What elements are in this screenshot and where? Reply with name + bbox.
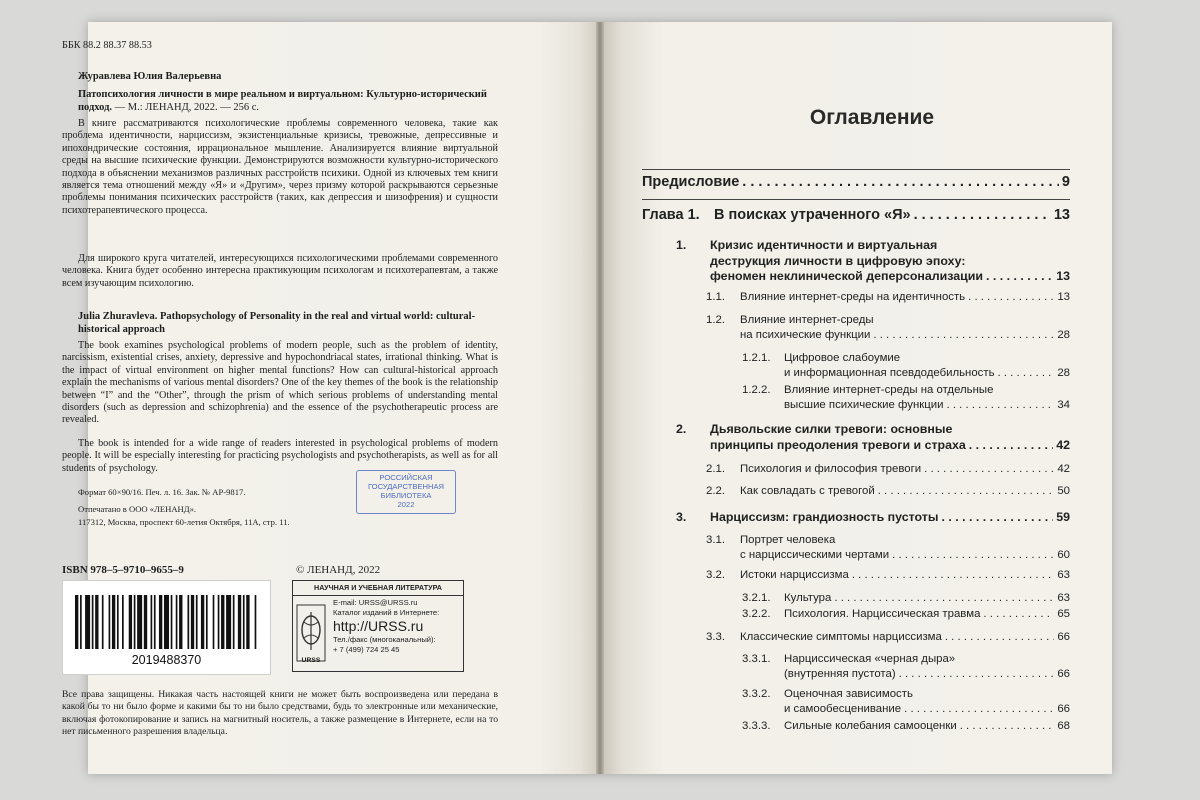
- toc-leader-dots: [873, 328, 1054, 343]
- printer-address: 117312, Москва, проспект 60-летия Октября, 11А, стр. 11.: [78, 517, 290, 527]
- isbn: ISBN 978–5–9710–9655–9: [62, 564, 184, 576]
- toc-entry: [676, 510, 1070, 526]
- toc-entry-title: на психические функции: [740, 329, 871, 342]
- toc-entry-title: Дьявольские силки тревоги: основные: [710, 422, 953, 436]
- publisher-header: НАУЧНАЯ И УЧЕБНАЯ ЛИТЕРАТУРА: [293, 581, 463, 596]
- toc-entry-number: 3.3.1.: [742, 653, 771, 665]
- toc-entry-number: Глава 1.: [642, 207, 700, 223]
- toc-leader-dots: [947, 398, 1055, 413]
- copyright: © ЛЕНАНД, 2022: [296, 564, 381, 576]
- printer-name: Отпечатано в ООО «ЛЕНАНД».: [78, 504, 197, 514]
- toc-entry-title: и самообесценивание: [784, 703, 902, 716]
- toc-entry-number: 1.2.: [706, 314, 725, 326]
- toc-page-number: 66: [1057, 703, 1070, 716]
- toc-entry-number: 3.3.: [706, 631, 725, 643]
- toc-entry-number: 2.: [676, 422, 687, 436]
- annotation-ru-audience: Для широкого круга читателей, интересующихся психологическими проблемами современного человека. Книга будет особенно интересна практикующим психологам и психотерапевтам, а также всем изучающим психологию.: [62, 253, 498, 289]
- toc-entry-number: 1.: [676, 238, 687, 252]
- toc-page-number: 42: [1057, 463, 1070, 475]
- toc-entry-title: феномен неклинической деперсонализации: [710, 269, 983, 284]
- toc-leader-dots: [941, 510, 1053, 526]
- toc-entry: [676, 238, 1070, 285]
- toc-entry-number: 1.2.1.: [742, 352, 771, 364]
- barcode-number: 2019488370: [131, 653, 202, 667]
- toc-entry-title: с нарциссическими чертами: [740, 549, 890, 562]
- annotation-en: The book examines psychological problems of modern people, such as the problem of identity, narcissism, existential crises, anxiety, depressive and hypochondriacal states, irrational thinking. What is the impact of virtual environment on higher mental functions? How can cultural-historical approach explain the mechanisms of various mental disorders? One of the key themes of the book is the relationship between “I” and the “Other”, through the prism of which serious problems of understanding mental disorders (such as depression and schizophrenia) and the essence of the psychotherapeutic process are revealed.: [62, 340, 498, 426]
- barcode-icon: [75, 595, 258, 649]
- toc-entry-number: 2.2.: [706, 485, 725, 497]
- toc-entry-title: Портрет человека: [740, 534, 836, 546]
- toc-page-number: 9: [1061, 174, 1070, 190]
- toc-entry-title: Цифровое слабоумие: [784, 352, 901, 364]
- publisher-contacts: [333, 598, 439, 655]
- stamp-line: 2022: [397, 500, 415, 509]
- toc-entry-title: Влияние интернет-среды на идентичность: [740, 291, 966, 303]
- publisher-box: [292, 580, 464, 672]
- toc-leader-dots: [904, 702, 1054, 717]
- toc-page-number: 13: [1053, 207, 1070, 223]
- toc-entry: [742, 607, 1070, 622]
- toc-leader-dots: [986, 269, 1053, 285]
- toc-entry-number: 3.3.3.: [742, 720, 771, 732]
- stamp-line: ГОСУДАРСТВЕННАЯ: [367, 482, 444, 491]
- toc-page-number: 66: [1057, 668, 1070, 681]
- publisher-phone: + 7 (499) 724 25 45: [333, 645, 400, 654]
- toc-entry-number: 1.1.: [706, 291, 725, 303]
- stamp-line: РОССИЙСКАЯ: [379, 473, 433, 482]
- toc-entry-title: (внутренняя пустота): [784, 668, 896, 681]
- toc-page-number: 60: [1057, 549, 1070, 562]
- barcode-sticker: [62, 580, 271, 675]
- book-title-en: Julia Zhuravleva. Pathopsychology of Personality in the real and virtual world: cultural-historical approach: [78, 311, 476, 335]
- publisher-url: http://URSS.ru: [333, 618, 424, 634]
- toc-page-number: 13: [1056, 269, 1070, 284]
- toc-entry: [706, 484, 1070, 499]
- toc-entry-title: Культура: [784, 592, 832, 604]
- rights-notice: Все права защищены. Никакая часть настоящей книги не может быть воспроизведена или передана в какой бы то ни было форме и какими бы то ни было средствами, будь то электронные или механические, включая фотокопирование и запись на магнитный носитель, а также размещение в Интернете, если на то нет письменного разрешения владельца.: [62, 689, 498, 738]
- toc-page-number: 28: [1057, 367, 1070, 380]
- annotation-ru: В книге рассматриваются психологические проблемы современного человека, такие как проблема идентичности, нарциссизм, экзистенциальные кризисы, тревожные, депрессивные и ипохондрические состояния, иррациональное мышление. Анализируется влияние виртуальной среды на высшие психические функции. Демонстрируются возможности культурно-исторического подхода в объяснении механизмов различных расстройств психики. Одной из ключевых тем книги является тема отношений между «Я» и «Другим», через призму которой раскрываются серьезные проблемы понимания психических расстройств (таких, как депрессия и шизофрения) и сущности психотерапевтического процесса.: [62, 118, 498, 216]
- toc-entry-title: высшие психические функции: [784, 399, 944, 412]
- toc-leader-dots: [742, 174, 1059, 190]
- toc-title: Оглавление: [809, 106, 935, 129]
- toc-entry-title: Нарциссическая «черная дыра»: [784, 653, 956, 665]
- toc-leader-dots: [892, 548, 1054, 563]
- toc-page-number: 42: [1056, 437, 1070, 452]
- book-gutter: [596, 22, 604, 774]
- toc-entry: [706, 568, 1070, 583]
- toc-entry: [742, 652, 1070, 683]
- toc-entry-title: Классические симптомы нарциссизма: [740, 631, 942, 643]
- annotation-en-audience: The book is intended for a wide range of readers interested in psychological problems of modern people. It will be especially interesting for practicing psychologists and psychotherapists, as well as for all students of psychology.: [62, 438, 498, 474]
- toc-page-number: 66: [1057, 631, 1070, 643]
- toc-page-number: 13: [1057, 291, 1070, 303]
- toc-entry: [742, 719, 1070, 734]
- toc-entry-number: 3.2.1.: [742, 592, 771, 604]
- toc-entry-title: Кризис идентичности и виртуальная: [710, 238, 938, 252]
- toc-entry-number: 2.1.: [706, 463, 725, 475]
- toc-entry-title: В поисках утраченного «Я»: [714, 207, 911, 223]
- toc-page-number: 65: [1057, 608, 1070, 620]
- urss-logo-text: URSS: [301, 657, 321, 664]
- print-format: Формат 60×90/16. Печ. л. 16. Зак. № АР-9817.: [78, 487, 246, 497]
- toc-entry-number: 3.2.: [706, 569, 725, 581]
- toc-entry-title: Как совладать с тревогой: [740, 485, 875, 497]
- toc-entry-number: 3.3.2.: [742, 688, 771, 700]
- toc-entry-title: деструкция личности в цифровую эпоху:: [710, 253, 966, 268]
- toc-leader-dots: [968, 290, 1054, 305]
- toc-entry: [706, 630, 1070, 645]
- toc-leader-dots: [914, 207, 1051, 223]
- library-stamp: [356, 470, 456, 514]
- book-title-ru: [78, 89, 498, 114]
- toc-page-number: 50: [1057, 485, 1070, 497]
- toc-page-number: 63: [1057, 592, 1070, 604]
- toc-leader-dots: [983, 607, 1054, 622]
- toc-page-number: 28: [1057, 329, 1070, 342]
- toc-leader-dots: [878, 484, 1055, 499]
- toc-leader-dots: [924, 462, 1054, 477]
- toc-entry: [642, 174, 1070, 190]
- toc-rule: [642, 199, 1070, 200]
- toc-entry: [676, 422, 1070, 453]
- toc-page-number: 63: [1057, 569, 1070, 581]
- toc-entry-number: 3.: [676, 510, 687, 524]
- toc-leader-dots: [852, 568, 1055, 583]
- toc-entry: [642, 207, 1070, 223]
- toc-entry: [742, 687, 1070, 718]
- toc-leader-dots: [960, 719, 1055, 734]
- publisher-phone-label: Тел./факс (многоканальный):: [333, 635, 436, 644]
- toc-entry-number: 3.2.2.: [742, 608, 771, 620]
- toc-entry-title: Влияние интернет-среды: [740, 314, 874, 326]
- toc-entry: [742, 591, 1070, 606]
- toc-entry: [706, 313, 1070, 344]
- book-title-ru-text: Патопсихология личности в мире реальном и виртуальном: Культурно-исторический подход.: [78, 89, 487, 113]
- toc-rule: [642, 169, 1070, 170]
- toc-entry: [742, 383, 1070, 414]
- toc-leader-dots: [899, 667, 1055, 682]
- toc-entry-title: Влияние интернет-среды на отдельные: [784, 384, 994, 396]
- toc-entry: [706, 462, 1070, 477]
- bbk-code: ББК 88.2 88.37 88.53: [62, 40, 152, 51]
- publication-info: — М.: ЛЕНАНД, 2022. — 256 с.: [112, 101, 260, 113]
- toc-entry-title: Психология. Нарциссическая травма: [784, 608, 981, 620]
- publisher-email: E-mail: URSS@URSS.ru: [333, 598, 418, 607]
- stamp-line: БИБЛИОТЕКА: [380, 491, 432, 500]
- toc-entry-title: Сильные колебания самооценки: [784, 720, 957, 732]
- toc-entry-number: 3.1.: [706, 534, 725, 546]
- toc-entry-title: принципы преодоления тревоги и страха: [710, 437, 966, 452]
- toc-entry-title: Оценочная зависимость: [784, 688, 913, 700]
- author-name: Журавлева Юлия Валерьевна: [78, 71, 222, 82]
- toc-page-number: 68: [1057, 720, 1070, 732]
- toc-page-number: 34: [1057, 399, 1070, 412]
- toc-page-number: 59: [1056, 510, 1070, 524]
- toc-entry-number: 1.2.2.: [742, 384, 771, 396]
- toc-entry: [742, 351, 1070, 382]
- toc-entry-title: Предисловие: [642, 174, 740, 190]
- publisher-catalog-label: Каталог изданий в Интернете:: [333, 608, 440, 617]
- toc-entry-title: Истоки нарциссизма: [740, 569, 849, 581]
- toc-leader-dots: [998, 366, 1055, 381]
- toc-entry-title: Нарциссизм: грандиозность пустоты: [710, 510, 939, 524]
- toc-entry-title: Психология и философия тревоги: [740, 463, 922, 475]
- toc-leader-dots: [834, 591, 1054, 606]
- toc-entry: [706, 290, 1070, 305]
- toc-leader-dots: [969, 438, 1053, 454]
- toc-entry-title: и информационная псевдодебильность: [784, 367, 995, 380]
- toc-leader-dots: [945, 630, 1054, 645]
- toc-entry: [706, 533, 1070, 564]
